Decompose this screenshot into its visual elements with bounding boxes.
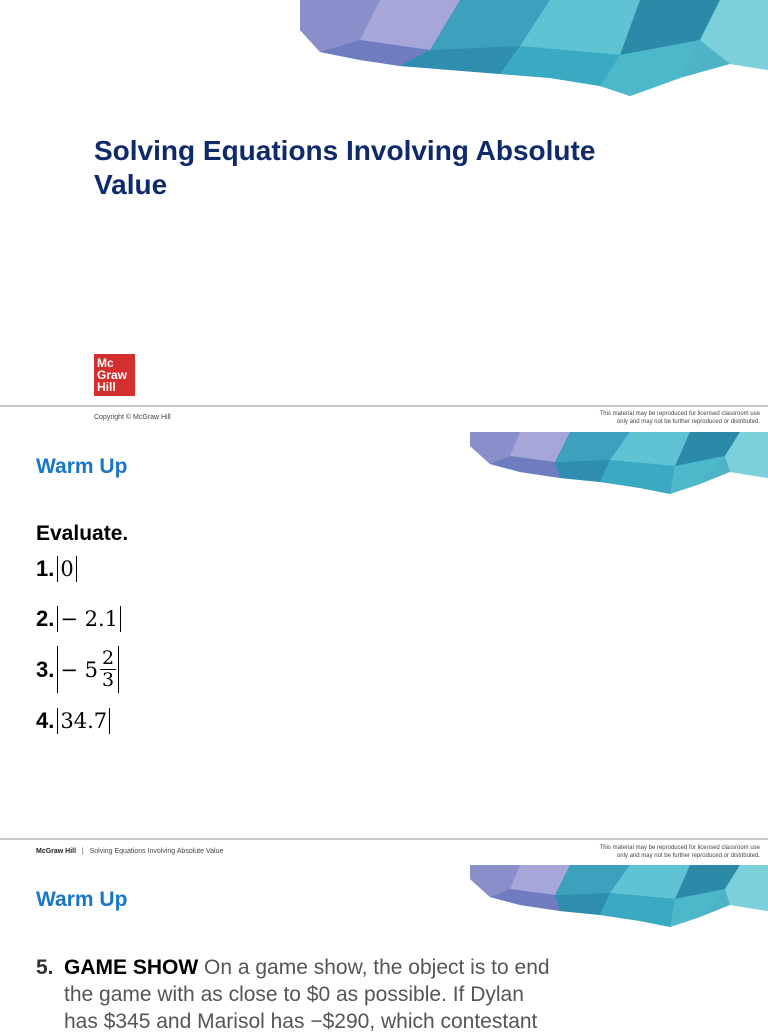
legal-notice — [540, 844, 760, 860]
title-slide — [0, 0, 768, 405]
logo-text-line-2: Graw — [97, 368, 128, 382]
polygon-banner-graphic — [470, 432, 768, 494]
legal-line-1: This material may be reproduced for licensed classroom use — [599, 845, 760, 851]
mixed-number-whole: − 5 — [60, 657, 98, 682]
absolute-value-expression — [57, 646, 119, 693]
problem-5 — [36, 954, 596, 1035]
copyright-text: Copyright © McGraw Hill — [94, 414, 171, 421]
footer-separator: | — [81, 848, 84, 855]
problem-number: 5. — [36, 956, 54, 979]
problem-number: 2. — [36, 606, 55, 631]
logo-text-line-1: Mc — [97, 356, 114, 370]
problem-4 — [36, 708, 110, 734]
expression-value: 34.7 — [60, 709, 108, 733]
polygon-banner-graphic — [300, 0, 768, 100]
fraction — [100, 648, 116, 691]
problem-1 — [36, 556, 77, 582]
problem-text-line-1: On a game show, the object is to end — [198, 956, 550, 979]
section-heading: Warm Up — [36, 888, 128, 911]
absolute-value-expression — [57, 556, 76, 582]
problem-label: GAME SHOW — [64, 956, 199, 979]
problem-number: 1. — [36, 556, 55, 581]
section-heading: Warm Up — [36, 455, 128, 478]
problem-number: 3. — [36, 656, 55, 682]
problem-text-line-2: the game with as close to $0 as possible. If Dylan — [64, 983, 524, 1006]
footer-title: Solving Equations Involving Absolute Value — [89, 848, 224, 855]
slide-footer — [36, 848, 223, 855]
absolute-value-expression — [57, 606, 121, 632]
slide-title: Solving Equations Involving Absolute Value — [94, 135, 596, 200]
legal-notice — [540, 410, 760, 426]
slide-divider — [0, 405, 768, 407]
legal-line-2: only and may not be further reproduced or distributed. — [616, 853, 760, 859]
instruction: Evaluate. — [36, 522, 129, 545]
problem-3 — [36, 646, 119, 693]
footer-brand: McGraw Hill — [36, 848, 77, 855]
problem-number: 4. — [36, 708, 55, 733]
warm-up-slide-1 — [0, 432, 768, 836]
fraction-denominator: 3 — [102, 669, 115, 691]
legal-line-2: only and may not be further reproduced or distributed. — [616, 419, 760, 425]
slide-divider — [0, 838, 768, 840]
expression-value: 0 — [60, 557, 74, 581]
problem-2 — [36, 606, 121, 632]
absolute-value-expression — [57, 708, 110, 734]
fraction-numerator: 2 — [102, 647, 115, 669]
mcgraw-hill-logo — [94, 354, 135, 396]
problem-text-line-3: has $345 and Marisol has −$290, which contestant — [64, 1010, 538, 1033]
legal-line-1: This material may be reproduced for licensed classroom use — [599, 411, 760, 417]
logo-text-line-3: Hill — [97, 380, 116, 394]
expression-value: − 2.1 — [60, 607, 119, 631]
polygon-banner-graphic — [470, 865, 768, 927]
